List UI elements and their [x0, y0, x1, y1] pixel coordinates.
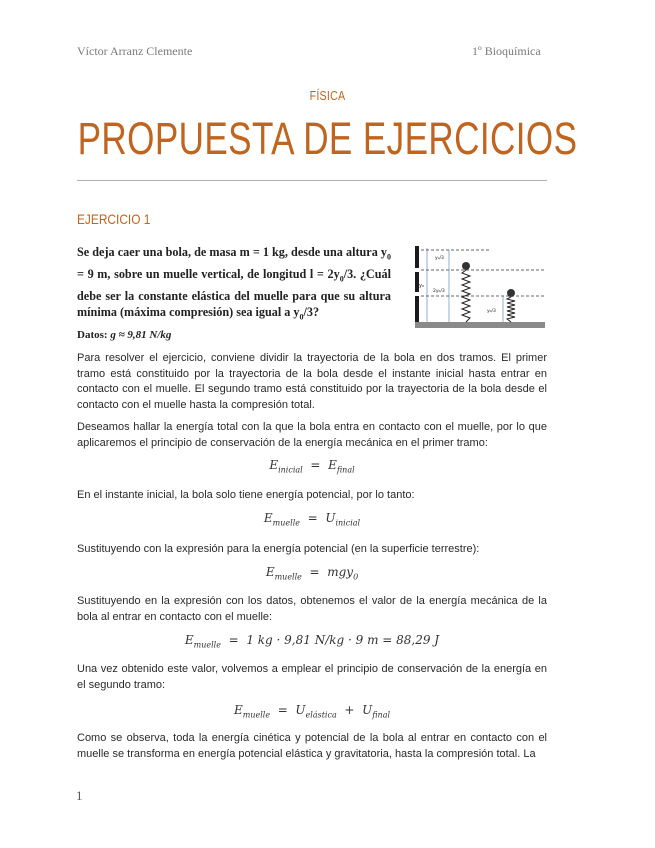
eq4-op: =	[228, 633, 239, 647]
eq4-lhs-sub: muelle	[193, 640, 221, 650]
equation-1	[77, 458, 547, 474]
eq1-rhs: E	[328, 458, 337, 472]
eq2-lhs: E	[263, 511, 273, 525]
eq3-lhs: E	[265, 565, 275, 579]
label-top: y₀/3	[435, 256, 444, 261]
eq3-rhs-sub: 0	[353, 572, 359, 582]
eq3-lhs-sub: muelle	[274, 572, 302, 582]
header-author: Víctor Arranz Clemente	[77, 44, 193, 58]
label-right: y₀/3	[487, 309, 496, 314]
statement-subscript: 0	[387, 252, 391, 262]
statement-text: /3?	[303, 305, 320, 320]
paragraph-1: Para resolver el ejercicio, conviene dividir la trayectoria de la bola en dos tramos. El primer tramo está constituido por la trayectoria de la bola desde el instante inicial hasta entrar en contacto con el muelle. El segundo tramo está constituido por la trayectoria de la bola desde el contacto con el muelle hasta la compresión total.	[77, 352, 547, 411]
ball-compressed	[507, 289, 515, 297]
eq5-op: =	[277, 703, 288, 717]
equation-3	[77, 565, 547, 581]
equation-2	[77, 511, 547, 527]
equation-5	[77, 703, 547, 719]
datos-label: Datos:	[77, 329, 108, 341]
eq1-rhs-sub: final	[336, 465, 355, 475]
paragraph-4: Sustituyendo con la expresión para la energía potencial (en la superficie terrestre):	[77, 543, 480, 555]
exercise-heading: EJERCICIO 1	[77, 211, 151, 227]
eq5-rhs2-sub: final	[372, 710, 391, 720]
statement-text: Se deja caer una bola, de masa m = 1 kg, desde una altura y	[77, 245, 387, 259]
wall-gap	[415, 292, 419, 296]
eq1-lhs-sub: inicial	[278, 465, 303, 475]
eq2-rhs-sub: inicial	[335, 518, 361, 528]
ground	[415, 322, 545, 328]
statement-subscript: 0	[299, 312, 304, 322]
statement-subscript: 0	[339, 274, 344, 284]
equation-4	[77, 633, 547, 649]
eq2-op: =	[307, 511, 318, 525]
page-title: PROPUESTA DE EJERCICIOS	[77, 113, 578, 164]
eq5-rhs1: U	[295, 703, 306, 717]
paragraph-7: Como se observa, toda la energía cinética y potencial de la bola al entrar en contacto con el muelle se transforma en energía potencial elástica y gravitatoria, hasta la compresión total. La	[77, 732, 547, 760]
paragraph-6: Una vez obtenido este valor, volvemos a emplear el principio de conservación de la energía en el segundo tramo:	[77, 663, 547, 691]
datos-value: g ≈ 9,81 N/kg	[110, 329, 172, 341]
statement-text: = 9 m, sobre un muelle vertical, de longitud l = 2y	[77, 266, 340, 281]
page-number: 1	[76, 788, 83, 803]
label-mid: 2y₀/3	[433, 289, 445, 294]
paragraph-5: Sustituyendo en la expresión con los datos, obtenemos el valor de la energía mecánica de la bola al entrar en contacto con el muelle:	[77, 595, 547, 623]
subject-label: FÍSICA	[309, 88, 346, 103]
eq4-lhs: E	[184, 633, 194, 647]
spring-diagram	[409, 242, 547, 330]
eq5-plus: +	[344, 703, 355, 717]
statement-text: /3. ¿Cuál debe ser la constante elástica del muelle para que su altura mínima (máxima compresión) sea igual a y	[77, 266, 391, 320]
eq5-rhs1-sub: elástica	[305, 710, 337, 720]
title-divider	[77, 180, 547, 181]
eq5-lhs: E	[233, 703, 243, 717]
eq2-rhs: U	[325, 511, 336, 525]
label-y0: y₀	[419, 283, 424, 289]
ball-initial	[462, 262, 470, 270]
spring-compressed	[507, 297, 515, 322]
paragraph-3: En el instante inicial, la bola solo tiene energía potencial, por lo tanto:	[77, 489, 415, 501]
eq1-op: =	[310, 458, 321, 472]
paragraph-2: Deseamos hallar la energía total con la que la bola entra en contacto con el muelle, por lo que aplicaremos el principio de conservación de la energía mecánica en el primer tramo:	[77, 421, 547, 449]
eq5-lhs-sub: muelle	[242, 710, 271, 720]
exercise-statement	[77, 244, 391, 326]
eq3-rhs: mgy	[327, 565, 354, 579]
eq1-lhs: E	[269, 458, 279, 472]
wall-gap	[415, 268, 419, 272]
eq4-rhs: 1 kg · 9,81 N/kg · 9 m = 88,29 J	[246, 633, 440, 647]
eq3-op: =	[309, 565, 320, 579]
eq5-rhs2: U	[362, 703, 373, 717]
given-data	[77, 329, 171, 341]
eq2-lhs-sub: muelle	[272, 518, 300, 528]
header-course: 1º Bioquímica	[472, 44, 541, 58]
